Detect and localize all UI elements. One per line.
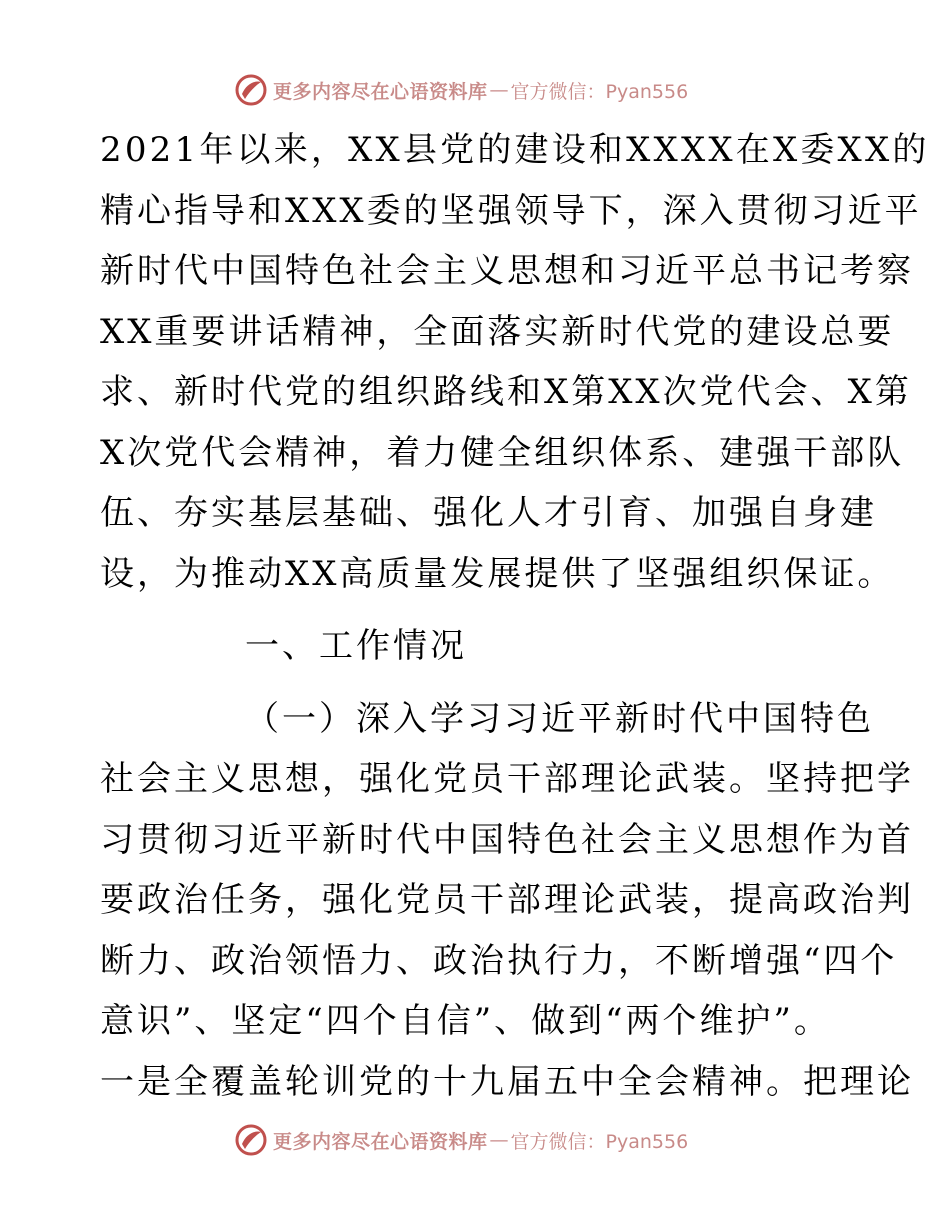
spacer (100, 604, 860, 616)
paragraph-line: XX重要讲话精神，全面落实新时代党的建设总要 (100, 311, 895, 352)
paragraph-line: X次党代会精神，着力健全组织体系、建强干部队 (100, 432, 905, 473)
watermark-main-text: 更多内容尽在心语资料库 (273, 80, 488, 103)
watermark-footer (233, 1122, 688, 1158)
paragraph-line: 社会主义思想，强化党员干部理论武装。坚持把学 (100, 759, 914, 799)
paragraph-line: 伍、夯实基层基础、强化人才引育、加强自身建 (100, 493, 877, 533)
brand-logo-icon (233, 1122, 269, 1158)
paragraph-section-1 (100, 689, 914, 1113)
subsection-heading-line: （一）深入学习习近平新时代中国特色 (245, 698, 874, 739)
watermark-main-text: 更多内容尽在心语资料库 (273, 1130, 488, 1153)
paragraph-line: 新时代中国特色社会主义思想和习近平总书记考察 (100, 251, 914, 291)
paragraph-line: 求、新时代党的组织路线和X第XX次党代会、X第 (100, 372, 912, 412)
paragraph-intro (100, 120, 930, 604)
watermark-contact-text: 官方微信：Pyan556 (510, 1130, 689, 1153)
spacer (100, 677, 860, 689)
section-heading: 一、工作情况 (245, 626, 467, 666)
paragraph-line: 要政治任务，强化党员干部理论武装，提高政治判 (100, 880, 914, 920)
paragraph-line: 设，为推动XX高质量发展提供了坚强组织保证。 (100, 553, 895, 594)
watermark-dash: — (489, 1129, 509, 1151)
paragraph-line: 习贯彻习近平新时代中国特色社会主义思想作为首 (100, 819, 914, 860)
watermark-header (233, 72, 688, 108)
brand-logo-icon (233, 72, 269, 108)
paragraph-line: 精心指导和XXX委的坚强领导下，深入贯彻习近平 (100, 190, 922, 231)
paragraph-line: 意识”、坚定“四个自信”、做到“两个维护”。 (100, 1001, 831, 1041)
document-body (100, 120, 930, 1112)
watermark-contact-text: 官方微信：Pyan556 (510, 80, 689, 103)
watermark-dash: — (489, 79, 509, 101)
paragraph-line: 断力、政治领悟力、政治执行力，不断增强“四个 (100, 940, 898, 981)
paragraph-line: 2021年以来，XX县党的建设和XXXX在X委XX的 (100, 130, 930, 170)
paragraph-line: 一是全覆盖轮训党的十九届五中全会精神。把理论 (100, 1061, 914, 1102)
